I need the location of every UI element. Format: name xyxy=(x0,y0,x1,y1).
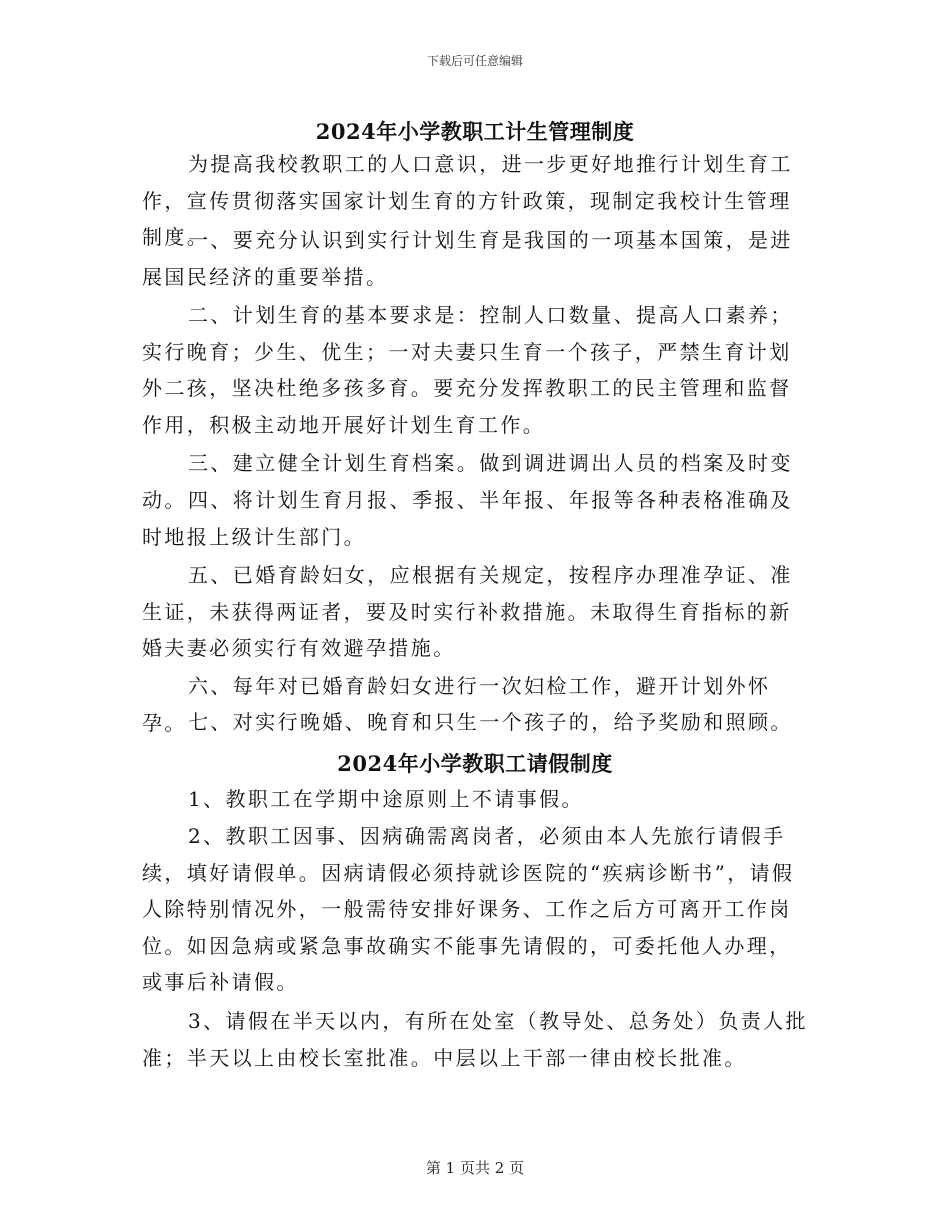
paragraph: 五、已婚育龄妇女，应根据有关规定，按程序办理准孕证、准生证，未获得两证者，要及时实行补救措施。未取得生育指标的新婚夫妻必须实行有效避孕措施。 xyxy=(142,563,793,660)
page-footer: 第 1 页共 2 页 xyxy=(425,1159,525,1177)
paragraph: 四、将计划生育月报、季报、半年报、年报等各种表格准确及时地报上级计生部门。 xyxy=(142,488,793,549)
paragraph: 三、建立健全计划生育档案。做到调进调出人员的档案及时变动。 xyxy=(142,451,793,512)
paragraph: 二、计划生育的基本要求是：控制人口数量、提高人口素养；实行晚育；少生、优生；一对夫妻只生育一个孩子，严禁生育计划外二孩，坚决杜绝多孩多育。要充分发挥教职工的民主管理和监督作用，积极主动地开展好计划生育工作。 xyxy=(142,303,793,437)
paragraph: 3、请假在半天以内，有所在处室（教导处、总务处）负责人批准；半天以上由校长室批准。中层以上干部一律由校长批准。 xyxy=(142,1009,808,1070)
section-title-family-planning: 2024年小学教职工计生管理制度 xyxy=(315,119,635,144)
paragraph: 2、教职工因事、因病确需离岗者，必须由本人先旅行请假手续，填好请假单。因病请假必须持就诊医院的“疾病诊断书”，请假人除特别情况外，一般需待安排好课务、工作之后方可离开工作岗位。如因急病或紧急事故确实不能事先请假的，可委托他人办理，或事后补请假。 xyxy=(142,824,795,994)
paragraph: 为提高我校教职工的人口意识，进一步更好地推行计划生育工作，宣传贯彻落实国家计划生育的方针政策，现制定我校计生管理制度。 xyxy=(142,152,793,249)
section-title-leave-policy: 2024年小学教职工请假制度 xyxy=(337,751,613,776)
paragraph: 1、教职工在学期中途原则上不请事假。 xyxy=(188,787,584,811)
page-header-note: 下载后可任意编辑 xyxy=(426,54,523,68)
paragraph: 一、要充分认识到实行计划生育是我国的一项基本国策，是进展国民经济的重要举措。 xyxy=(142,228,793,289)
paragraph: 六、每年对已婚育龄妇女进行一次妇检工作，避开计划外怀孕。 xyxy=(142,674,771,735)
paragraph: 七、对实行晚婚、晚育和只生一个孩子的，给予奖励和照顾。 xyxy=(188,710,793,734)
